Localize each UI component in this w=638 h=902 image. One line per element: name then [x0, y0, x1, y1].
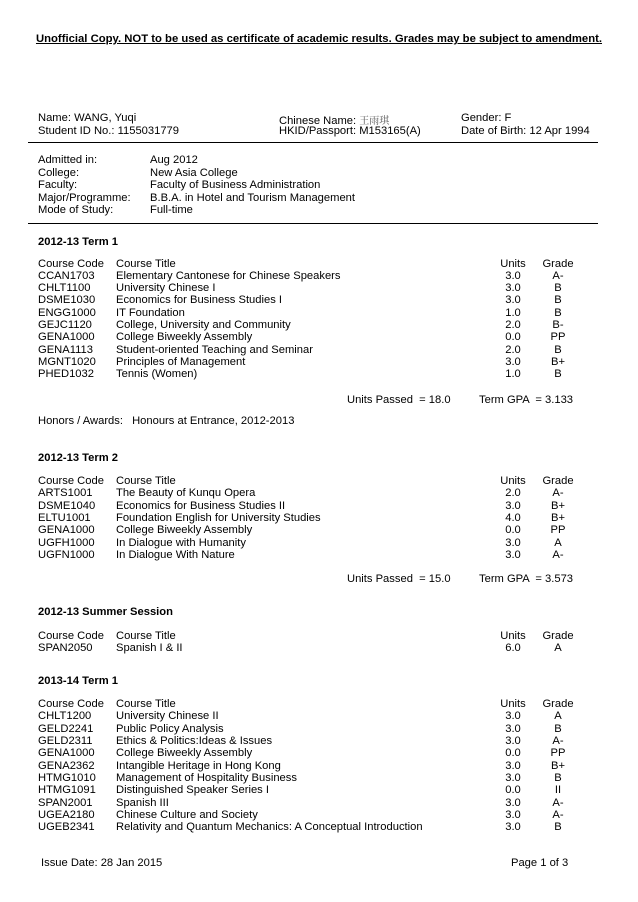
- admission-label: Admitted in:: [38, 154, 98, 166]
- admission-value: Full-time: [150, 204, 193, 216]
- admission-value: B.B.A. in Hotel and Tourism Management: [150, 192, 356, 204]
- course-code: PHED1032: [38, 368, 94, 380]
- course-grade: B: [554, 368, 562, 380]
- table-row: [38, 549, 578, 562]
- table-row: [38, 747, 578, 760]
- term-gpa: [479, 573, 573, 585]
- course-grade: B+: [551, 356, 565, 368]
- admission-label: Major/Programme:: [38, 192, 131, 204]
- course-units: 3.0: [505, 723, 521, 735]
- course-code: GENA1000: [38, 331, 95, 343]
- course-title: Distinguished Speaker Series I: [116, 784, 269, 796]
- course-title: College Biweekly Assembly: [116, 747, 253, 759]
- course-units: 2.0: [505, 319, 521, 331]
- student-id: [38, 125, 179, 137]
- honors-value: Honours at Entrance, 2012-2013: [132, 415, 295, 427]
- table-row: [38, 294, 578, 307]
- course-title: Student-oriented Teaching and Seminar: [116, 344, 313, 356]
- header-title: Course Title: [116, 698, 176, 710]
- course-title: Foundation English for University Studies: [116, 512, 321, 524]
- course-units: 6.0: [505, 642, 521, 654]
- course-grade: A: [554, 537, 562, 549]
- course-title: Management of Hospitality Business: [116, 772, 297, 784]
- admission-value: Faculty of Business Administration: [150, 179, 321, 191]
- course-code: ARTS1001: [38, 487, 93, 499]
- course-code: UGEB2341: [38, 821, 95, 833]
- course-grade: B-: [552, 319, 564, 331]
- course-grade: A-: [552, 549, 564, 561]
- header-grade: Grade: [542, 475, 574, 487]
- course-title: In Dialogue With Nature: [116, 549, 235, 561]
- course-code: GENA1000: [38, 747, 95, 759]
- course-title: In Dialogue with Humanity: [116, 537, 246, 549]
- course-code: SPAN2050: [38, 642, 93, 654]
- header-grade: Grade: [542, 258, 574, 270]
- header-units: Units: [500, 258, 526, 270]
- course-code: CCAN1703: [38, 270, 95, 282]
- course-title: College, University and Community: [116, 319, 291, 331]
- course-code: ELTU1001: [38, 512, 91, 524]
- header-title: Course Title: [116, 475, 176, 487]
- term-title: 2013-14 Term 1: [38, 675, 119, 687]
- gender-label: Gender:: [461, 112, 502, 124]
- gpa-value: 3.573: [545, 573, 574, 585]
- course-code: GELD2311: [38, 735, 93, 747]
- course-grade: B+: [551, 512, 565, 524]
- course-grade: A-: [552, 809, 564, 821]
- admission-label: Mode of Study:: [38, 204, 114, 216]
- table-row: [38, 821, 578, 834]
- course-units: 3.0: [505, 760, 521, 772]
- id-value: 1155031779: [117, 125, 179, 137]
- course-code: CHLT1100: [38, 282, 91, 294]
- course-title: University Chinese I: [116, 282, 216, 294]
- course-grade: II: [554, 784, 562, 796]
- header-title: Course Title: [116, 630, 176, 642]
- course-title: Economics for Business Studies II: [116, 500, 286, 512]
- course-code: GENA1113: [38, 344, 93, 356]
- course-units: 3.0: [505, 500, 521, 512]
- course-units: 0.0: [505, 331, 521, 343]
- course-grade: A: [554, 642, 562, 654]
- course-grade: A-: [552, 735, 564, 747]
- table-row: [38, 784, 578, 797]
- course-code: GEJC1120: [38, 319, 92, 331]
- course-title: Tennis (Women): [116, 368, 198, 380]
- course-title: Economics for Business Studies I: [116, 294, 283, 306]
- course-grade: B: [554, 307, 562, 319]
- course-units: 0.0: [505, 747, 521, 759]
- course-grade: A-: [552, 797, 564, 809]
- course-units: 1.0: [505, 368, 521, 380]
- course-title: Spanish I & II: [116, 642, 183, 654]
- header-units: Units: [500, 475, 526, 487]
- course-title: College Biweekly Assembly: [116, 524, 253, 536]
- course-units: 3.0: [505, 549, 521, 561]
- table-row: [38, 331, 578, 344]
- term-title: 2012-13 Term 2: [38, 452, 119, 464]
- course-code: UGEA2180: [38, 809, 95, 821]
- gender-value: F: [504, 112, 512, 124]
- course-title: Relativity and Quantum Mechanics: A Conceptual Introduction: [116, 821, 423, 833]
- course-units: 0.0: [505, 524, 521, 536]
- course-grade: B: [554, 344, 562, 356]
- course-title: The Beauty of Kunqu Opera: [116, 487, 256, 499]
- passport-value: M153165(A): [359, 125, 421, 137]
- table-row: [38, 642, 578, 655]
- header-grade: Grade: [542, 698, 574, 710]
- term-gpa: [479, 394, 573, 406]
- course-units: 3.0: [505, 282, 521, 294]
- course-title: Principles of Management: [116, 356, 246, 368]
- course-grade: B+: [551, 760, 565, 772]
- course-code: GENA1000: [38, 524, 95, 536]
- term-title: 2012-13 Summer Session: [38, 606, 173, 618]
- header-code: Course Code: [38, 630, 104, 642]
- course-grade: PP: [550, 524, 566, 536]
- id-label: Student ID No.:: [38, 125, 115, 137]
- course-title: Intangible Heritage in Hong Kong: [116, 760, 281, 772]
- admission-label: College:: [38, 167, 80, 179]
- course-code: MGNT1020: [38, 356, 96, 368]
- course-grade: B: [554, 294, 562, 306]
- course-grade: PP: [550, 747, 566, 759]
- dob-label: Date of Birth:: [461, 125, 527, 137]
- course-grade: B: [554, 723, 562, 735]
- course-units: 3.0: [505, 710, 521, 722]
- units-passed-label: Units Passed =: [347, 573, 426, 585]
- admission-value: Aug 2012: [150, 154, 198, 166]
- course-units: 3.0: [505, 537, 521, 549]
- course-grade: PP: [550, 331, 566, 343]
- table-row: [38, 368, 578, 381]
- course-title: University Chinese II: [116, 710, 219, 722]
- honors-awards: [38, 415, 294, 427]
- course-title: Ethics & Politics:Ideas & Issues: [116, 735, 273, 747]
- course-title: Elementary Cantonese for Chinese Speakers: [116, 270, 341, 282]
- table-row: [38, 524, 578, 537]
- course-grade: B: [554, 282, 562, 294]
- course-units: 2.0: [505, 487, 521, 499]
- name-label: Name:: [38, 112, 71, 124]
- header-code: Course Code: [38, 475, 104, 487]
- course-grade: A-: [552, 270, 564, 282]
- course-code: HTMG1010: [38, 772, 96, 784]
- course-units: 3.0: [505, 772, 521, 784]
- gpa-value: 3.133: [545, 394, 574, 406]
- course-units: 1.0: [505, 307, 521, 319]
- passport-label: HKID/Passport:: [279, 125, 357, 137]
- course-units: 3.0: [505, 294, 521, 306]
- units-passed: [347, 394, 451, 406]
- divider: [28, 142, 598, 143]
- honors-label: Honors / Awards:: [38, 415, 123, 427]
- header-code: Course Code: [38, 258, 104, 270]
- course-units: 3.0: [505, 356, 521, 368]
- table-row: [38, 487, 578, 500]
- table-row: [38, 710, 578, 723]
- course-units: 2.0: [505, 344, 521, 356]
- chinese-name-value: 王雨琪: [359, 116, 390, 127]
- page-number: Page 1 of 3: [511, 857, 569, 869]
- issue-date: Issue Date: 28 Jan 2015: [41, 857, 163, 869]
- header-code: Course Code: [38, 698, 104, 710]
- course-grade: B: [554, 772, 562, 784]
- course-code: CHLT1200: [38, 710, 92, 722]
- disclaimer: Unofficial Copy. NOT to be used as certificate of academic results. Grades may be subject to amendment.: [35, 33, 603, 45]
- gpa-label: Term GPA =: [479, 573, 542, 585]
- units-passed-value: 18.0: [428, 394, 451, 406]
- course-title: Chinese Culture and Society: [116, 809, 258, 821]
- course-units: 0.0: [505, 784, 521, 796]
- term-title: 2012-13 Term 1: [38, 236, 119, 248]
- divider: [28, 223, 598, 224]
- course-code: UGFH1000: [38, 537, 95, 549]
- course-title: College Biweekly Assembly: [116, 331, 253, 343]
- course-units: 3.0: [505, 735, 521, 747]
- course-code: UGFN1000: [38, 549, 95, 561]
- hkid-passport: [279, 125, 421, 137]
- course-units: 3.0: [505, 270, 521, 282]
- course-title: IT Foundation: [116, 307, 185, 319]
- chinese-name-label: Chinese Name:: [279, 115, 357, 127]
- header-units: Units: [500, 698, 526, 710]
- course-code: ENGG1000: [38, 307, 96, 319]
- header-grade: Grade: [542, 630, 574, 642]
- course-code: GELD2241: [38, 723, 94, 735]
- course-code: GENA2362: [38, 760, 95, 772]
- course-grade: B+: [551, 500, 565, 512]
- date-of-birth: [461, 125, 590, 137]
- course-units: 4.0: [505, 512, 521, 524]
- header-title: Course Title: [116, 258, 176, 270]
- course-code: HTMG1091: [38, 784, 96, 796]
- course-code: DSME1040: [38, 500, 96, 512]
- course-units: 3.0: [505, 821, 521, 833]
- course-code: DSME1030: [38, 294, 96, 306]
- gender: [461, 112, 511, 124]
- units-passed: [347, 573, 451, 585]
- course-title: Spanish III: [116, 797, 169, 809]
- course-units: 3.0: [505, 809, 521, 821]
- gpa-label: Term GPA =: [479, 394, 542, 406]
- units-passed-value: 15.0: [428, 573, 451, 585]
- course-grade: A: [554, 710, 562, 722]
- student-name: [38, 112, 136, 124]
- course-title: Public Policy Analysis: [116, 723, 224, 735]
- admission-value: New Asia College: [150, 167, 238, 179]
- course-units: 3.0: [505, 797, 521, 809]
- admission-label: Faculty:: [38, 179, 78, 191]
- course-code: SPAN2001: [38, 797, 93, 809]
- dob-value: 12 Apr 1994: [529, 125, 590, 137]
- units-passed-label: Units Passed =: [347, 394, 426, 406]
- name-value: WANG, Yuqi: [74, 112, 137, 124]
- course-grade: A-: [552, 487, 564, 499]
- course-grade: B: [554, 821, 562, 833]
- header-units: Units: [500, 630, 526, 642]
